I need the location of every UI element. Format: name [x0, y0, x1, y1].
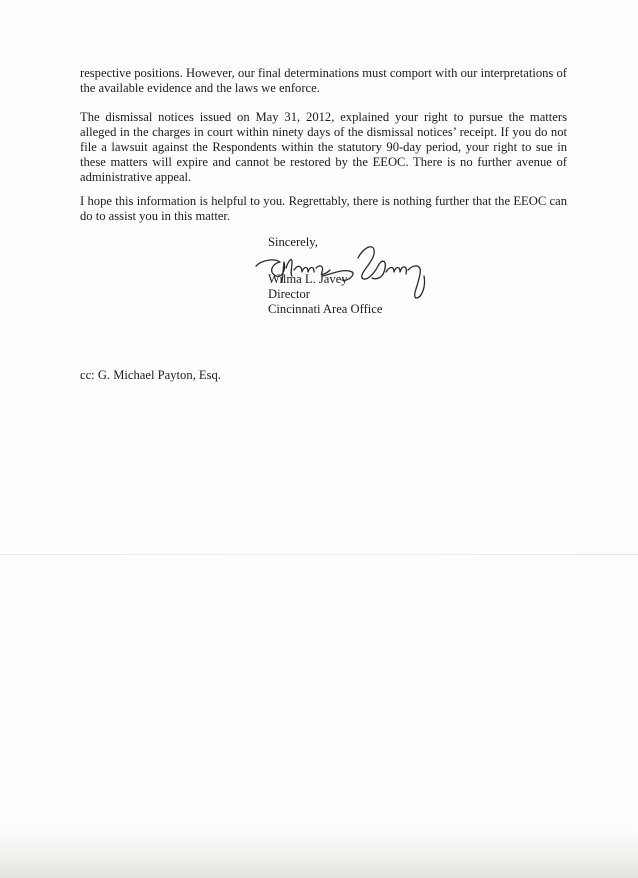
signer-office: Cincinnati Area Office [268, 302, 383, 316]
signer-title: Director [268, 287, 310, 301]
signer-name: Wilma L. Javey [268, 272, 348, 286]
closing-salutation: Sincerely, [268, 235, 318, 249]
paragraph-closing-remarks: I hope this information is helpful to you. Regrettably, there is nothing further that the EEOC can do to assist you in this matter. [80, 194, 567, 223]
scan-edge-shadow [0, 828, 638, 878]
carbon-copy-line: cc: G. Michael Payton, Esq. [80, 368, 221, 382]
paragraph-determinations: respective positions. However, our final determinations must comport with our interpretations of the available evidence and the laws we enforce. [80, 66, 567, 95]
paragraph-dismissal-notices: The dismissal notices issued on May 31, 2012, explained your right to pursue the matters alleged in the charges in court within ninety days of the dismissal notices’ receipt. If you do not file a lawsuit against the Respondents within the statutory 90-day period, your right to sue in these matters will expire and cannot be restored by the EEOC. There is no further avenue of administrative appeal. [80, 110, 567, 184]
paper-fold-line [0, 554, 638, 555]
handwritten-signature [252, 238, 442, 300]
